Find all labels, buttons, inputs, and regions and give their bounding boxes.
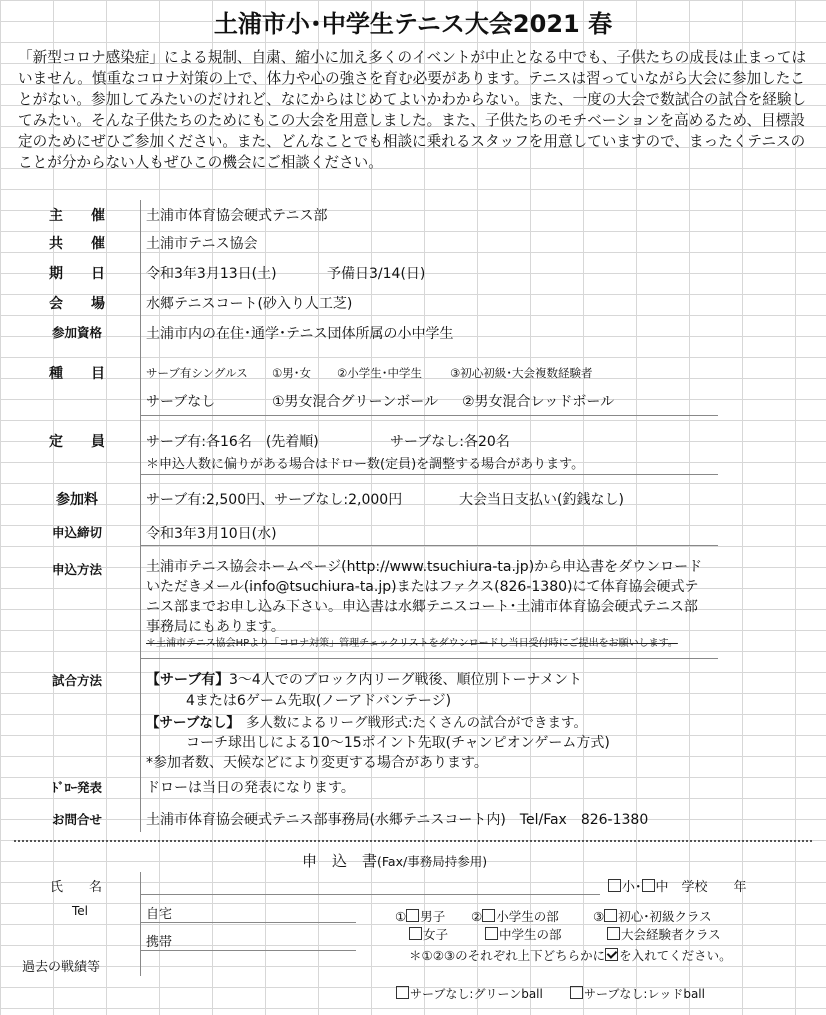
school-selector [608, 876, 747, 895]
form-heading-main: 申 込 書 [302, 852, 378, 870]
checked-box-icon [605, 948, 618, 961]
form-heading-sub: (Fax/事務局持参用) [377, 854, 488, 869]
home-phone-field[interactable] [140, 922, 356, 923]
capacity-note: ＊申込人数に偏りがある場合はドロー数(定員)を調整する場合があります。 [146, 457, 585, 472]
intro-paragraph: 「新型コロナ感染症」による規制、自粛、縮小に加え多くのイベントが中止となる中でも、子供たちの成長は止まってはいません。慎重なコロナ対策の上で、体力や心の強さを育む必要があります。テニスは習っていながら大会に参加したことがない。参加してみたいのだけれど、なにからはじめてよいかわからない。また、一度の大会で数試合の試合を経験してみたい。そんな子供たちのためにもこの大会を用意しました。また、子供たちのモチベーションを高めるため、目標設定のためにぜひご参加ください。また、どんなことでも相談に乗れるスタッフを用意していますので、まったくテニスのことが分からない人もぜひこの機会にご相談ください。 [18, 49, 807, 171]
date-label: 期 日 [49, 266, 105, 282]
option-3-marker: ③ [593, 909, 605, 924]
cohost-value: 土浦市テニス協会 [146, 236, 258, 252]
junior-high-label: 中 学校 年 [655, 880, 747, 895]
fee-payment-note: 大会当日支払い(釣銭なし) [459, 492, 624, 508]
instruction-text-end: を入れてください。 [619, 948, 732, 963]
serve-option-2: ②小学生･中学生 [337, 366, 423, 380]
serve-singles-title: サーブ有シングルス [146, 366, 248, 380]
eligibility-value: 土浦市内の在住･通学･テニス団体所属の小中学生 [146, 326, 454, 342]
elementary-division-checkbox[interactable] [482, 909, 495, 922]
reserve-date: 予備日3/14(日) [327, 266, 426, 282]
method-line-4: 事務局にもあります。 [146, 619, 285, 635]
option-junior [485, 925, 562, 943]
option-experienced [607, 925, 721, 943]
mobile-phone-label: 携帯 [146, 935, 173, 950]
venue-value: 水郷テニスコート(砂入り人工芝) [146, 296, 353, 312]
fee-label: 参加料 [56, 492, 98, 508]
format-no-serve-line: 多人数によるリーグ戦形式:たくさんの試合ができます。 [246, 715, 587, 731]
cohost-label: 共 催 [49, 236, 105, 252]
no-serve-option-1: ①男女混合グリーンボール [272, 394, 438, 410]
capacity-label: 定 員 [49, 434, 105, 450]
eligibility-label: 参加資格 [51, 325, 102, 340]
elementary-label: 小･ [622, 880, 642, 895]
contact-value: 土浦市体育協会硬式テニス部事務局(水郷テニスコート内) Tel/Fax 826-1380 [146, 812, 649, 828]
fee-value: サーブ有:2,500円、サーブなし:2,000円 [146, 492, 403, 508]
red-ball-label: サーブなし:レッドball [584, 987, 705, 1001]
row-rule [140, 415, 718, 416]
serve-option-1: ①男･女 [272, 366, 312, 380]
mobile-phone-field[interactable] [140, 950, 356, 951]
option-1-marker: ① [395, 909, 407, 924]
draw-label: ﾄﾞﾛｰ発表 [51, 780, 102, 795]
deadline-label: 申込締切 [51, 525, 102, 540]
date-value: 令和3年3月13日(土) [146, 266, 277, 282]
home-phone-label: 自宅 [146, 907, 173, 922]
name-label: 氏 名 [50, 880, 103, 895]
past-results-label: 過去の戦績等 [22, 960, 101, 975]
cut-line [14, 840, 812, 842]
instruction-text: ＊①②③のそれぞれ上下どちらかに [409, 948, 606, 963]
no-serve-option-2: ②男女混合レッドボール [462, 394, 615, 410]
capacity-no-serve: サーブなし:各20名 [390, 434, 510, 450]
host-label: 主 催 [49, 208, 105, 224]
format-serve-head: 【サーブ有】 [146, 672, 230, 688]
page-title: 土浦市小･中学生テニス大会2021 春 [213, 10, 613, 38]
format-label: 試合方法 [51, 673, 102, 688]
green-ball-option [396, 985, 543, 1002]
row-rule [140, 545, 718, 546]
serve-option-3: ③初心初級･大会複数経験者 [450, 366, 593, 380]
format-serve-games: 4または6ゲーム先取(ノーアドバンテージ) [186, 693, 452, 709]
format-no-serve-head: 【サーブなし】 [146, 715, 240, 731]
row-rule [140, 658, 718, 659]
host-value: 土浦市体育協会硬式テニス部 [146, 208, 328, 224]
girls-label: 女子 [423, 927, 449, 942]
draw-value: ドローは当日の発表になります。 [146, 780, 355, 796]
girls-checkbox[interactable] [409, 927, 422, 940]
beginner-class-checkbox[interactable] [604, 909, 617, 922]
capacity-serve: サーブ有:各16名 (先着順) [146, 434, 319, 450]
boys-label: 男子 [420, 909, 446, 924]
method-line-1: 土浦市テニス協会ホームページ(http://www.tsuchiura-ta.jp)から申込書をダウンロード [146, 559, 703, 575]
elementary-checkbox[interactable] [608, 879, 621, 892]
method-note: ＊土浦市テニス協会HPより「コロナ対策」管理チェックリストをダウンロードし当日受付時にご提出をお願いします。 [146, 638, 678, 649]
format-serve-line: 3～4人でのブロック内リーグ戦後、順位別トーナメント [229, 672, 582, 688]
tel-label: Tel [72, 904, 89, 918]
option-gender [395, 907, 445, 925]
junior-high-checkbox[interactable] [642, 879, 655, 892]
red-ball-option [570, 985, 705, 1002]
option-class [593, 907, 712, 925]
no-serve-title: サーブなし [146, 394, 216, 410]
option-girls [409, 925, 448, 943]
junior-division-label: 中学生の部 [499, 927, 562, 942]
row-rule [140, 474, 718, 475]
option-level [471, 907, 559, 925]
junior-division-checkbox[interactable] [485, 927, 498, 940]
form-instruction [409, 946, 732, 964]
experienced-class-checkbox[interactable] [607, 927, 620, 940]
name-field[interactable] [140, 894, 600, 895]
deadline-value: 令和3年3月10日(水) [146, 526, 277, 542]
format-no-serve-points: コーチ球出しによる10～15ポイント先取(チャンピオンゲーム方式) [186, 735, 610, 751]
label-column-divider [140, 200, 141, 832]
contact-label: お問合せ [51, 812, 102, 827]
form-heading [302, 850, 487, 871]
red-ball-checkbox[interactable] [570, 986, 583, 999]
experienced-class-label: 大会経験者クラス [621, 927, 721, 942]
boys-checkbox[interactable] [406, 909, 419, 922]
method-line-2: いただきメール(info@tsuchiura-ta.jp)またはファクス(826-1380)にて体育協会硬式テ [146, 579, 699, 595]
beginner-class-label: 初心･初級クラス [618, 909, 712, 924]
format-note: *参加者数、天候などにより変更する場合があります。 [146, 755, 488, 771]
events-label: 種 目 [49, 366, 105, 382]
method-line-3: ニス部までお申し込み下さい。申込書は水郷テニスコート･土浦市体育協会硬式テニス部 [146, 599, 698, 615]
green-ball-checkbox[interactable] [396, 986, 409, 999]
elementary-division-label: 小学生の部 [496, 909, 559, 924]
option-2-marker: ② [471, 909, 483, 924]
green-ball-label: サーブなし:グリーンball [410, 987, 543, 1001]
venue-label: 会 場 [49, 296, 105, 312]
method-label: 申込方法 [51, 562, 102, 577]
form-divider [140, 872, 141, 976]
